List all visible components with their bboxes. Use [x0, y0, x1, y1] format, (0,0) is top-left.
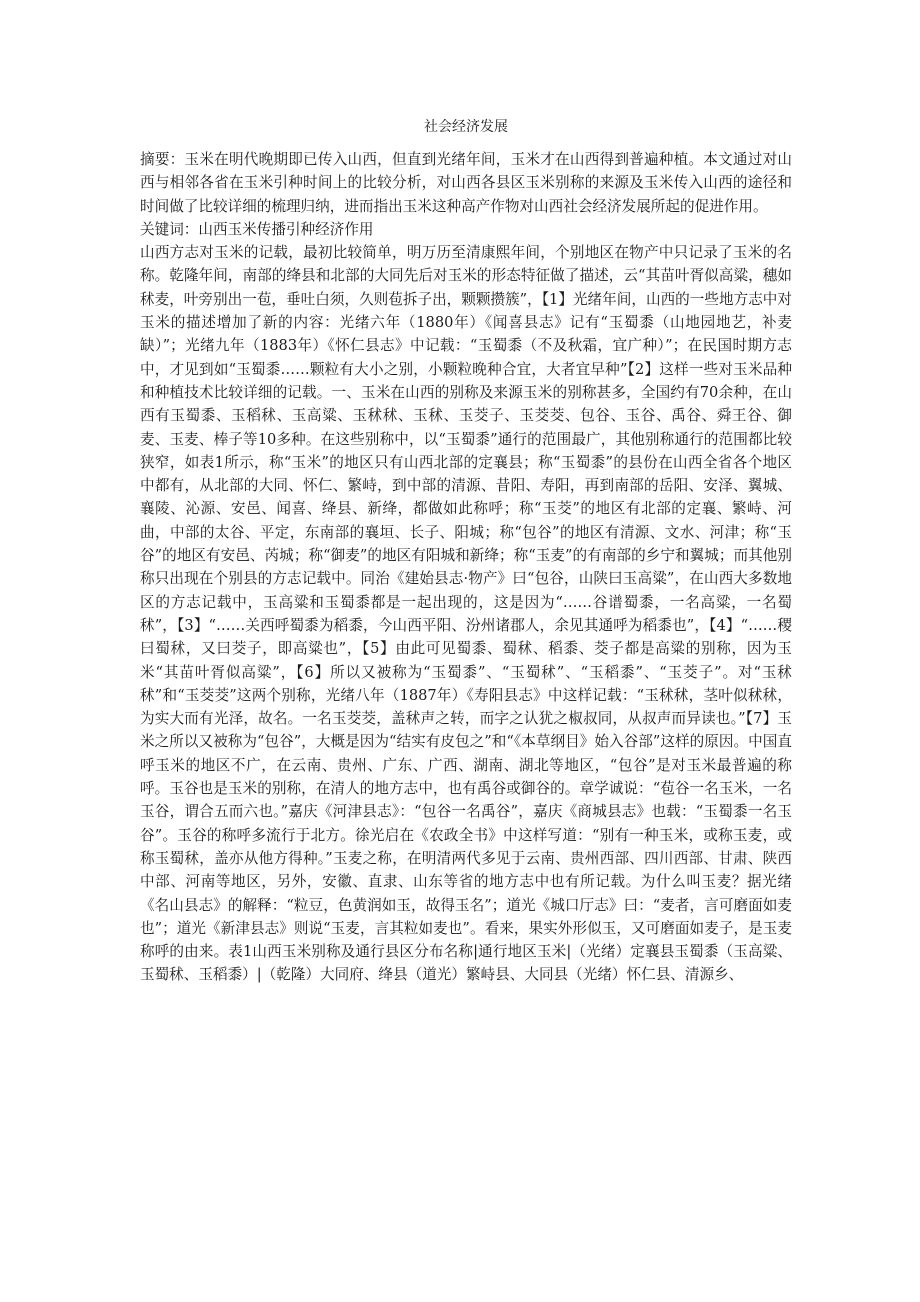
keywords-paragraph: 关键词：山西玉米传播引种经济作用	[140, 220, 374, 238]
document-title: 社会经济发展	[424, 119, 508, 135]
body-paragraph: 山西方志对玉米的记载，最初比较简单，明万历至清康熙年间，个别地区在物产中只记录了玉米的名称。乾隆年间，南部的绛县和北部的大同先后对玉米的形态特征做了描述，云“其苗叶胥似高粱，穗如秫麦，叶旁别出一苞，垂吐白须，久则苞拆子出，颗颗攒簇”，【1】光绪年间，山西的一些地方志中对玉米的描述增加了新的内容：光绪六年（1880年）《闻喜县志》记有“玉蜀黍（山地园地艺，补麦缺）”；光绪九年（1883年）《怀仁县志》中记载：“玉蜀黍（不及秋霜，宜广种）”；在民国时期方志中，才见到如“玉蜀黍……颗粒有大小之别，小颗粒晚种合宜，大者宜早种”【2】这样一些对玉米品种和种植技术比较详细的记载。一、玉米在山西的别称及来源玉米的别称甚多，全国约有70余种，在山西有玉蜀黍、玉稻秫、玉高粱、玉秫秫、玉秫、玉茭子、玉茭茭、包谷、玉谷、禹谷、舜王谷、御麦、玉麦、棒子等10多种。在这些别称中，以“玉蜀黍”通行的范围最广，其他别称通行的范围都比较狭窄，如表1所示，称“玉米”的地区只有山西北部的定襄县；称“玉蜀黍”的县份在山西全省各个地区中都有，从北部的大同、怀仁、繁峙，到中部的清源、昔阳、寿阳，再到南部的岳阳、安泽、翼城、襄陵、沁源、安邑、闻喜、绛县、新绛，都做如此称呼；称“玉茭”的地区有北部的定襄、繁峙、河曲，中部的太谷、平定，东南部的襄垣、长子、阳城；称“包谷”的地区有清源、文水、河津；称“玉谷”的地区有安邑、芮城；称“御麦”的地区有阳城和新绛；称“玉麦”的有南部的乡宁和翼城；而其他别称只出现在个别县的方志记载中。同治《建始县志·物产》曰“包谷，山陕曰玉高粱”，在山西大多数地区的方志记载中，玉高粱和玉蜀黍都是一起出现的，这是因为“……谷谱蜀黍，一名高粱，一名蜀秫”，【3】“……关西呼蜀黍为稻黍，今山西平阳、汾州诸郡人，余见其通呼为稻黍也”，【4】“……稷曰蜀秫，又曰茭子，即高粱也”，【5】由此可见蜀黍、蜀秫、稻黍、茭子都是高粱的别称，因为玉米“其苗叶胥似高粱”，【6】所以又被称为“玉蜀黍”、“玉蜀秫”、“玉稻黍”、“玉茭子”。对“玉秫秫”和“玉茭茭”这两个别称，光绪八年（1887年）《寿阳县志》中这样记载：“玉秫秫，茎叶似秫秫，为实大而有光泽，故名。一名玉茭茭，盖秫声之转，而字之认犹之椒叔同，从叔声而异读也。”【7】玉米之所以又被称为“包谷”，大概是因为“结实有皮包之”和“《本草纲目》始入谷部”这样的原因。中国直呼玉米的地区不广，在云南、贵州、广东、广西、湖南、湖北等地区，“包谷”是对玉米最普遍的称呼。玉谷也是玉米的别称，在清人的地方志中，也有禹谷或御谷的。章学诚说：“苞谷一名玉米，一名玉谷，谓合五而六也。”嘉庆《河津县志》：“包谷一名禹谷”，嘉庆《商城县志》也载：“玉蜀黍一名玉谷”。玉谷的称呼多流行于北方。徐光启在《农政全书》中这样写道：“别有一种玉米，或称玉麦，或称玉蜀秫，盖亦从他方得种。”玉麦之称，在明清两代多见于云南、贵州西部、四川西部、甘肃、陕西中部、河南等地区，另外，安徽、直隶、山东等省的地方志中也有所记载。为什么叫玉麦？据光绪《名山县志》的解释：“粒豆，色黄润如玉，故得玉名”；道光《城口厅志》曰：“麦者，言可磨面如麦也”；道光《新津县志》则说“玉麦，言其粒如麦也”。看来，果实外形似玉，又可磨面如麦子，是玉麦称呼的由来。表1山西玉米别称及通行县区分布名称|通行地区玉米|（光绪）定襄县玉蜀黍（玉高粱、玉蜀秫、玉稻黍）|（乾隆）大同府、绛县（道光）繁峙县、大同县（光绪）怀仁县、清源乡、	[140, 244, 792, 984]
document-page	[140, 112, 792, 987]
abstract-paragraph: 摘要：玉米在明代晚期即已传入山西，但直到光绪年间，玉米才在山西得到普遍种植。本文通过对山西与相邻各省在玉米引种时间上的比较分析，对山西各县区玉米别称的来源及玉米传入山西的途径和时间做了比较详细的梳理归纳，进而指出玉米这种高产作物对山西社会经济发展所起的促进作用。	[140, 151, 792, 215]
